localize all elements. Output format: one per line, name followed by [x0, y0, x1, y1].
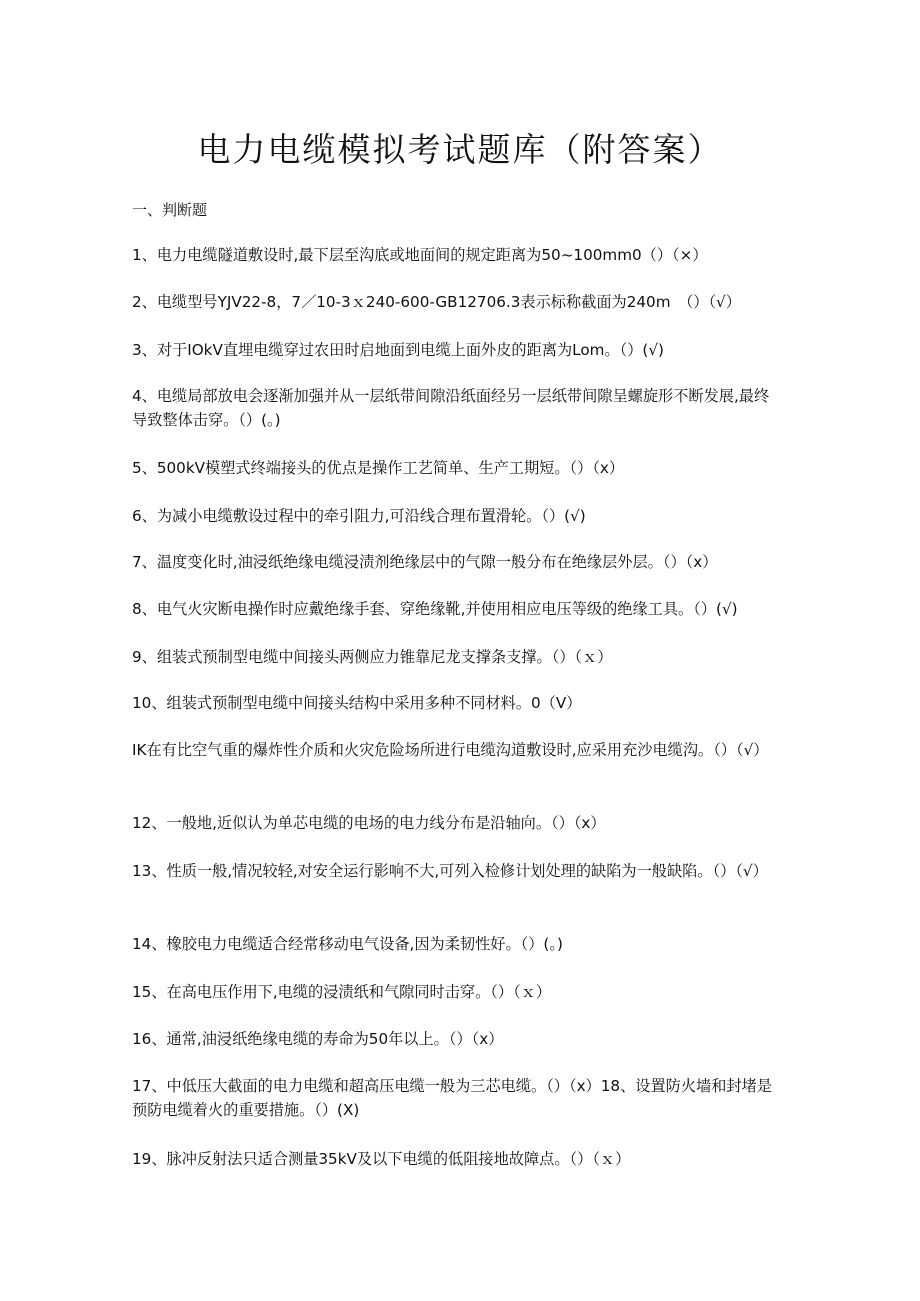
question-2: 2、电缆型号YJV22-8，7／10-3ｘ240-600-GB12706.3表示标称截面为240m （）（√）: [132, 293, 741, 311]
question-11: IK在有比空气重的爆炸性介质和火灾危险场所进行电缆沟道敷设时,应采用充沙电缆沟。（）（√）: [132, 741, 769, 759]
question-3: 3、对于IOkV直埋电缆穿过农田时启地面到电缆上面外皮的距离为Lom。（）(√): [132, 341, 664, 359]
question-12: 12、一般地,近似认为单芯电缆的电场的电力线分布是沿轴向。（）（x）: [132, 814, 606, 832]
question-14: 14、橡胶电力电缆适合经常移动电气设备,因为柔韧性好。（）(。): [132, 935, 563, 953]
question-1: 1、电力电缆隧道敷设时,最下层至沟底或地面间的规定距离为50~100mm0（）（×）: [132, 246, 708, 264]
question-5: 5、500kV模塑式终端接头的优点是操作工艺简单、生产工期短。（）（x）: [132, 459, 625, 477]
question-7: 7、温度变化时,油浸纸绝缘电缆浸渍剂绝缘层中的气隙一般分布在绝缘层外层。（）（x）: [132, 553, 718, 571]
question-6: 6、为减小电缆敷设过程中的牵引阻力,可沿线合理布置滑轮。（）(√): [132, 507, 586, 525]
question-19: 19、脉冲反射法只适合测量35kV及以下电缆的低阻接地故障点。（）（ｘ）: [132, 1150, 631, 1168]
question-9: 9、组装式预制型电缆中间接头两侧应力锥靠尼龙支撑条支撑。（）（ｘ）: [132, 648, 613, 666]
question-4: 4、电缆局部放电会逐渐加强并从一层纸带间隙沿纸面经另一层纸带间隙呈螺旋形不断发展,最终导致整体击穿。（）(。): [132, 387, 770, 429]
section-heading: 一、判断题: [132, 201, 208, 219]
document-title: 电力电缆模拟考试题库（附答案）: [197, 130, 723, 169]
question-10: 10、组装式预制型电缆中间接头结构中采用多种不同材料。0（V）: [132, 694, 582, 712]
question-13: 13、性质一般,情况较轻,对安全运行影响不大,可列入检修计划处理的缺陷为一般缺陷。（）（√）: [132, 862, 768, 880]
question-15: 15、在高电压作用下,电缆的浸渍纸和气隙同时击穿。（）（ｘ）: [132, 983, 552, 1001]
question-8: 8、电气火灾断电操作时应戴绝缘手套、穿绝缘靴,并使用相应电压等级的绝缘工具。（）(√): [132, 600, 738, 618]
question-17-18: 17、中低压大截面的电力电缆和超高压电缆一般为三芯电缆。（）（x）18、设置防火墙和封堵是预防电缆着火的重要措施。（）(X): [132, 1077, 772, 1119]
question-16: 16、通常,油浸纸绝缘电缆的寿命为50年以上。（）（x）: [132, 1030, 504, 1048]
